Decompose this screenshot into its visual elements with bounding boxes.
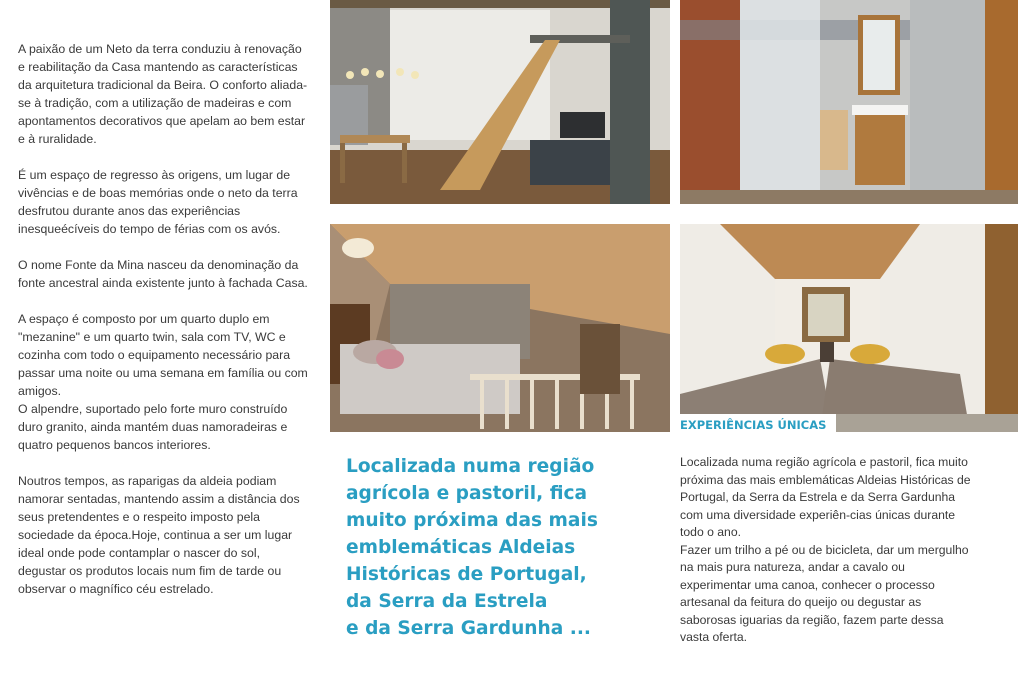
bathroom-photo — [680, 0, 1018, 204]
space-description-paragraph: A espaço é composto por um quarto duplo em "mezanine" e um quarto twin, sala com TV, WC e cozinha com todo o equipamento necessário para passar uma noite ou uma semana em família ou com amigos. — [18, 312, 308, 398]
pull-quote-line: agrícola e pastoril, fica — [346, 483, 588, 504]
left-text-column — [18, 40, 310, 616]
origins-paragraph: É um espaço de regresso às origens, um lugar de vivências e de boas memórias onde o neto da terra desfrutou durante anos das experiências inesqueécíveis do tempo de férias com os avós. — [18, 168, 298, 236]
pull-quote-line: Históricas de Portugal, — [346, 564, 587, 585]
porch-paragraph: O alpendre, suportado pelo forte muro construído duro granito, ainda mantém duas namoradeiras e quatro pequenos bancos interiores. — [18, 402, 288, 452]
name-origin-paragraph: O nome Fonte da Mina nasceu da denominação da fonte ancestral ainda existente junto à fachada Casa. — [18, 258, 308, 290]
mezzanine-bedroom-photo — [330, 224, 670, 432]
pull-quote-line: emblemáticas Aldeias — [346, 537, 576, 558]
pull-quote-line: da Serra da Estrela — [346, 591, 548, 612]
history-paragraph: Noutros tempos, as raparigas da aldeia podiam namorar sentadas, mantendo assim a distância dos seus pretendentes e o respeito imposto pela sociedade da época.Hoje, continua a ser um lugar ideal onde pode contamplar o nascer do sol, degustar os produtos locais num fim de tarde ou observar o magnífico céu estrelado. — [18, 474, 300, 596]
living-room-photo — [330, 0, 670, 204]
activities-paragraph: Fazer um trilho a pé ou de bicicleta, dar um mergulho na mais pura natureza, andar a cavalo ou experimentar uma canoa, conhecer o processo artesanal da feitura do queijo ou degustar as saborosas iguarias da região, fazem parte dessa vasta oferta. — [680, 542, 969, 644]
twin-bedroom-photo — [680, 224, 1018, 432]
pull-quote — [346, 453, 646, 642]
pull-quote-line: muito próxima das mais — [346, 510, 598, 531]
location-paragraph: Localizada numa região agrícola e pastoril, fica muito próxima das mais emblemáticas Aldeias Históricas de Portugal, da Serra da Estrela e da Serra Gardunha com uma diversidade experiên-cias únicas durante todo o ano. — [680, 455, 971, 539]
right-text-column — [680, 454, 976, 647]
section-title: EXPERIÊNCIAS ÚNICAS — [680, 414, 836, 436]
intro-paragraph: A paixão de um Neto da terra conduziu à renovação e reabilitação da Casa mantendo as características da arquitetura tradicional da Beira. O conforto aliada-se à tradição, com a utilização de madeiras e com apontamentos decorativos que apelam ao bem estar e à ruralidade. — [18, 42, 308, 146]
pull-quote-line: Localizada numa região — [346, 456, 595, 477]
pull-quote-line: e da Serra Gardunha ... — [346, 618, 591, 639]
